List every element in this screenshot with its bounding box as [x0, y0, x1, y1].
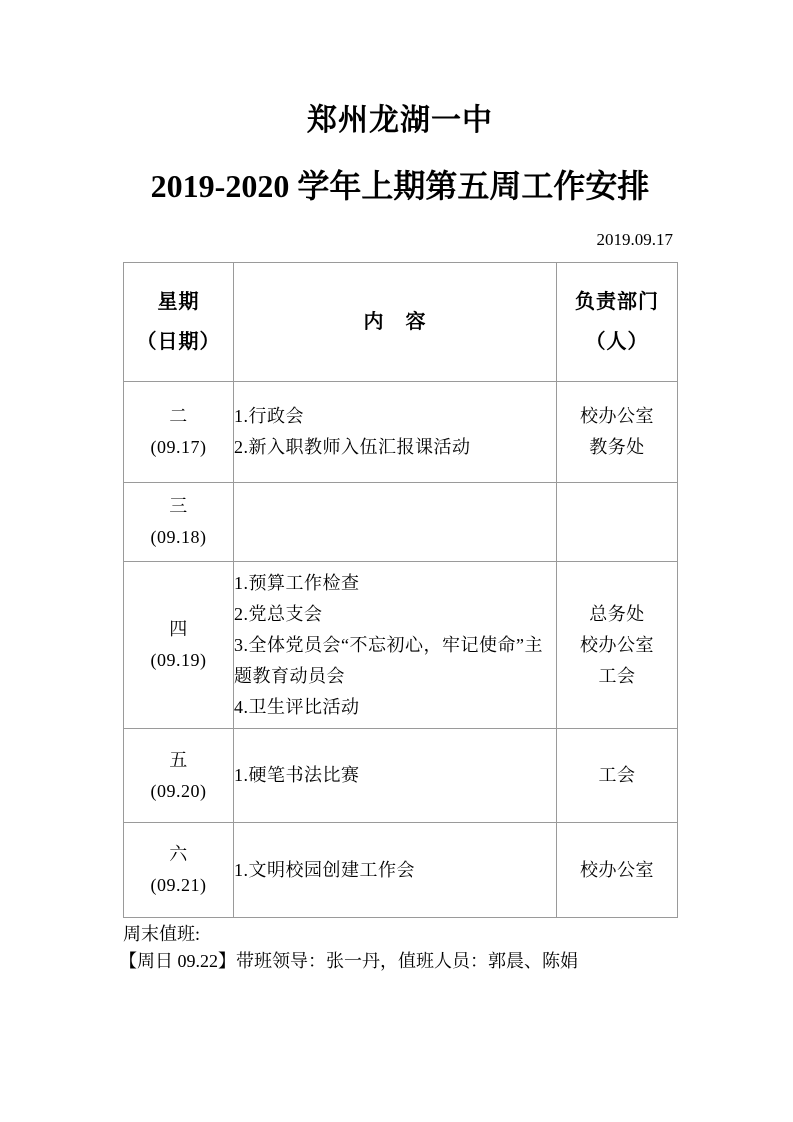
document-body: [119, 0, 677, 975]
department-cell: [557, 729, 678, 823]
week-plan-title: 2019-2020 学年上期第五周工作安排: [150, 168, 650, 204]
content-cell: [234, 382, 557, 483]
content-item: 1.行政会: [234, 406, 304, 426]
day-name: 四: [169, 619, 188, 639]
weekend-duty-section: [119, 921, 677, 975]
header-department-line2: （人）: [585, 331, 649, 353]
schedule-row-wed: [124, 483, 678, 562]
header-content-column: [234, 263, 557, 382]
content-cell: [234, 483, 557, 562]
header-day-column: [124, 263, 234, 382]
day-cell: [124, 562, 234, 729]
day-name: 五: [169, 749, 188, 770]
department-item: 总务处: [589, 603, 645, 624]
schedule-row-tue: [124, 382, 678, 483]
day-cell: [124, 483, 234, 562]
day-name: 三: [169, 496, 188, 516]
day-name: 六: [169, 844, 188, 864]
day-date: (09.18): [150, 527, 207, 547]
header-department-column: [557, 263, 678, 382]
day-date: (09.20): [150, 780, 207, 801]
day-name: 二: [169, 406, 188, 426]
header-department-line1: 负责部门: [575, 291, 659, 313]
content-item: 2.新入职教师入伍汇报课活动: [234, 437, 471, 457]
content-item: 3.全体党员会“不忘初心，牢记使命”主题教育动员会: [234, 634, 543, 686]
day-date: (09.19): [150, 650, 207, 670]
content-cell: [234, 823, 557, 918]
department-cell: [557, 382, 678, 483]
content-cell: [234, 562, 557, 729]
day-cell: [124, 729, 234, 823]
content-item: 2.党总支会: [234, 603, 323, 624]
school-name-title: 郑州龙湖一中: [307, 104, 493, 137]
header-row: [124, 263, 678, 382]
weekend-duty-label: 周末值班:: [123, 924, 201, 944]
schedule-row-sat: [124, 823, 678, 918]
content-item: 4.卫生评比活动: [234, 696, 360, 717]
content-item: 1.文明校园创建工作会: [234, 859, 415, 880]
header-day-line2: （日期）: [136, 331, 221, 353]
department-item: 教务处: [589, 437, 645, 457]
issue-date: 2019.09.17: [596, 230, 673, 249]
department-cell: [557, 483, 678, 562]
header-day-line1: 星期: [157, 291, 200, 313]
content-cell: [234, 729, 557, 823]
content-item: 1.硬笔书法比赛: [234, 765, 360, 785]
day-date: (09.21): [150, 875, 207, 895]
day-date: (09.17): [150, 437, 207, 457]
department-item: 校办公室: [580, 634, 654, 655]
department-cell: [557, 562, 678, 729]
day-cell: [124, 823, 234, 918]
day-cell: [124, 382, 234, 483]
header-content-label: 内 容: [363, 311, 427, 333]
department-item: 工会: [598, 665, 636, 686]
department-item: 校办公室: [580, 406, 654, 426]
content-item: 1.预算工作检查: [234, 572, 360, 593]
schedule-row-fri: [124, 729, 678, 823]
department-item: 工会: [598, 765, 636, 785]
department-cell: [557, 823, 678, 918]
weekly-schedule-table: [123, 262, 678, 918]
schedule-row-thu: [124, 562, 678, 729]
weekend-duty-detail: 【周日 09.22】带班领导：张一丹，值班人员：郭晨、陈娟: [119, 951, 578, 971]
department-item: 校办公室: [580, 859, 654, 880]
